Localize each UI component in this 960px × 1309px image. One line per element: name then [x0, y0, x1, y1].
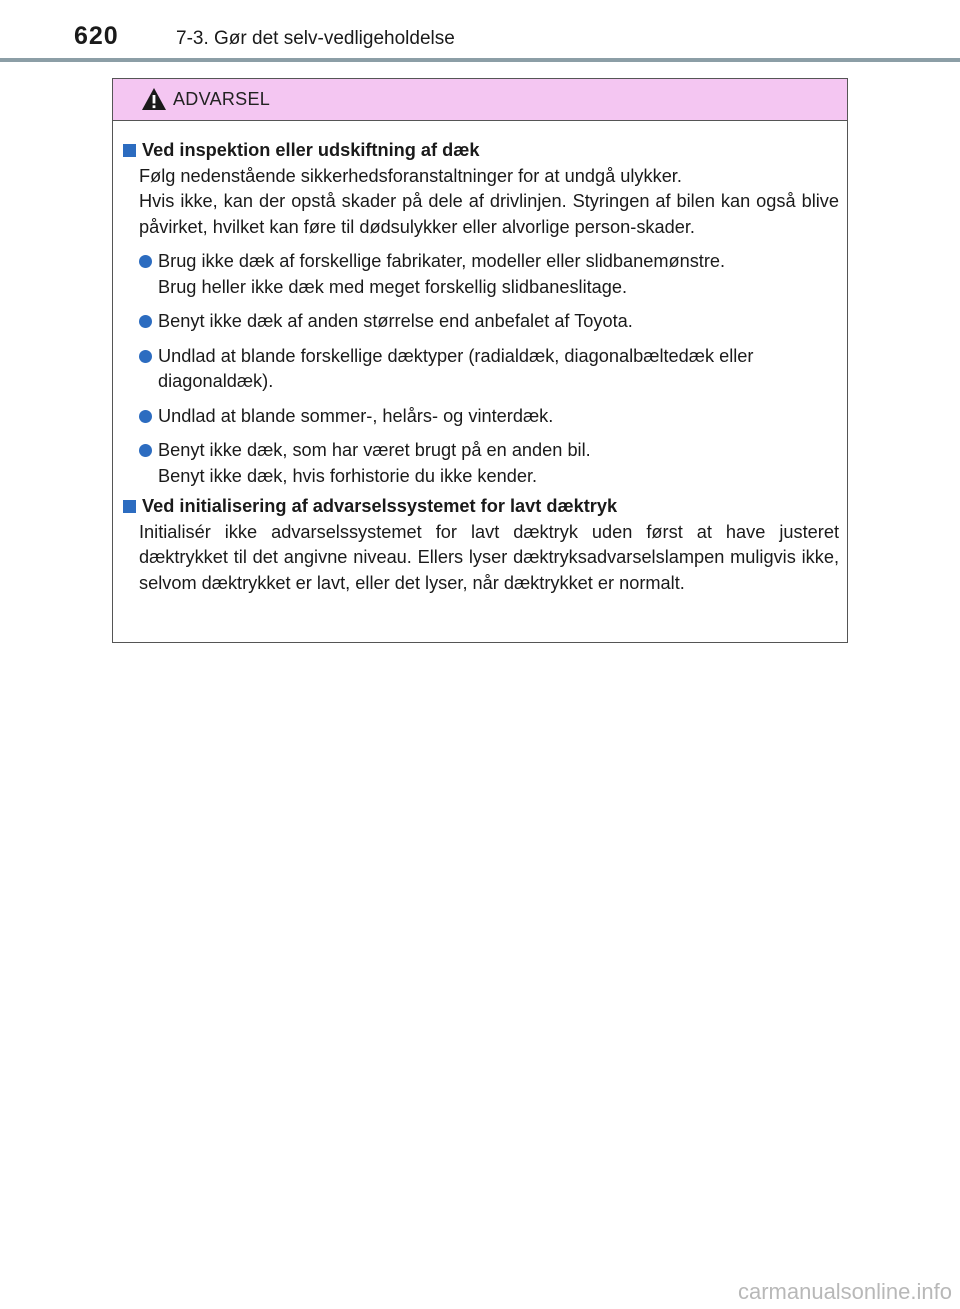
list-item	[123, 344, 839, 395]
warning-box	[112, 78, 848, 643]
square-bullet-icon	[123, 144, 136, 157]
header-divider	[0, 58, 960, 62]
warning-triangle-icon	[141, 87, 167, 111]
round-bullet-icon	[139, 410, 152, 423]
page-number: 620	[74, 22, 119, 50]
list-item	[123, 404, 839, 430]
warning-header	[113, 79, 847, 121]
section-heading	[123, 494, 839, 520]
round-bullet-icon	[139, 315, 152, 328]
square-bullet-icon	[123, 500, 136, 513]
list-item-line: Benyt ikke dæk af anden størrelse end anbefalet af Toyota.	[158, 311, 633, 331]
list-item-line: Brug ikke dæk af forskellige fabrikater, modeller eller slidbanemønstre.	[158, 251, 726, 271]
list-item-line: Benyt ikke dæk, hvis forhistorie du ikke kender.	[158, 465, 538, 486]
warning-body	[113, 121, 847, 596]
round-bullet-icon	[139, 444, 152, 457]
list-item	[123, 309, 839, 335]
paragraph: Hvis ikke, kan der opstå skader på dele af drivlinjen. Styringen af bilen kan også blive påvirket, hvilket kan føre til dødsulykker eller alvorlige person-skader.	[139, 191, 839, 237]
warning-label: ADVARSEL	[173, 89, 271, 109]
list-item	[123, 438, 839, 489]
watermark: carmanualsonline.info	[737, 1279, 952, 1304]
paragraph: Initialisér ikke advarselssystemet for lavt dæktryk uden først at have justeret dæktrykket til det angivne niveau. Ellers lyser dæktryksadvarselslampen muligvis ikke, selvom dæktrykket er lavt, eller det lyser, når dæktrykket er normalt.	[139, 521, 839, 593]
list-item-line: Undlad at blande forskellige dæktyper (radialdæk, diagonalbæltedæk eller diagonaldæk).	[158, 345, 754, 391]
round-bullet-icon	[139, 350, 152, 363]
section-heading-text: Ved inspektion eller udskiftning af dæk	[142, 140, 480, 160]
list-item-line: Undlad at blande sommer-, helårs- og vinterdæk.	[158, 405, 554, 426]
page-header	[0, 0, 960, 62]
list-item	[123, 249, 839, 300]
section-heading-text: Ved initialisering af advarselssystemet for lavt dæktryk	[142, 496, 618, 516]
section-heading	[123, 138, 839, 164]
paragraph: Følg nedenstående sikkerhedsforanstaltninger for at undgå ulykker.	[139, 165, 682, 186]
list-item-line: Benyt ikke dæk, som har været brugt på en anden bil.	[158, 440, 591, 460]
section-title: 7-3. Gør det selv-vedligeholdelse	[176, 28, 455, 49]
round-bullet-icon	[139, 255, 152, 268]
list-item-line: Brug heller ikke dæk med meget forskellig slidbaneslitage.	[158, 276, 628, 297]
